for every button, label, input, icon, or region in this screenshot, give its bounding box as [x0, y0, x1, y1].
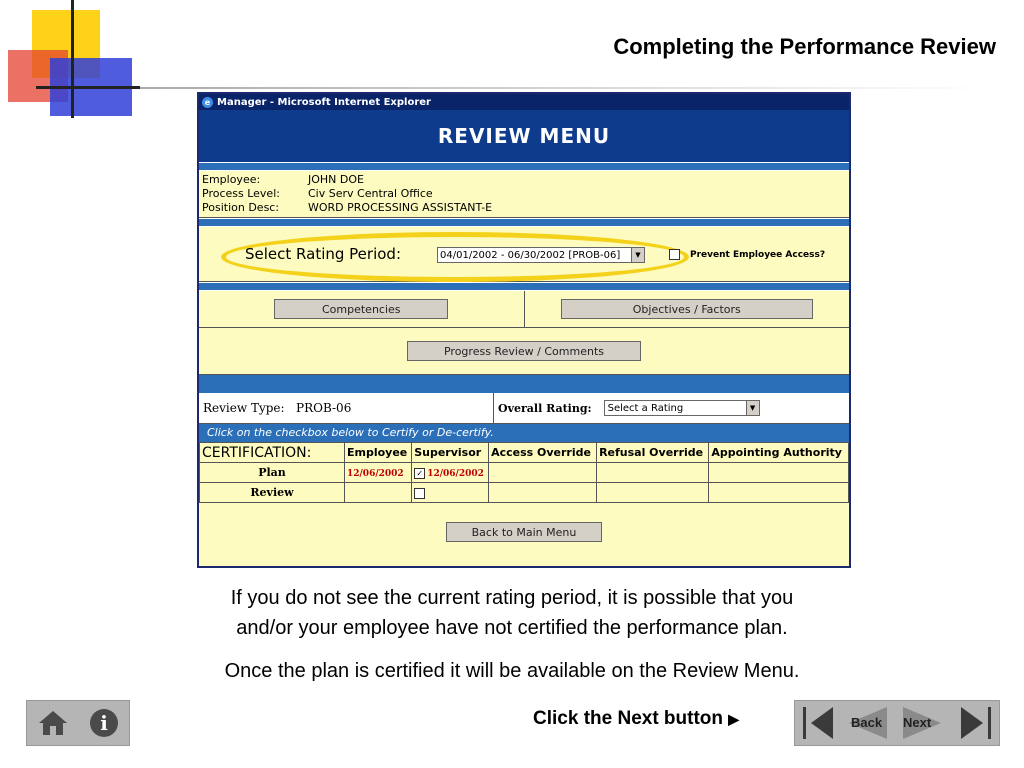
back-main-row: [199, 503, 849, 561]
prevent-access-checkbox[interactable]: [669, 249, 680, 260]
access-override-cell: [489, 483, 597, 503]
review-menu-header: REVIEW MENU: [199, 110, 849, 162]
table-header-row: [200, 443, 849, 463]
column-header: Supervisor: [412, 443, 489, 463]
review-type-row: [199, 393, 849, 424]
prevent-access-label: Prevent Employee Access?: [690, 250, 826, 260]
column-header: Employee: [345, 443, 412, 463]
position-desc-value: WORD PROCESSING ASSISTANT-E: [308, 201, 493, 214]
supervisor-certify-checkbox[interactable]: [414, 488, 425, 499]
column-header: Access Override: [489, 443, 597, 463]
column-header: Refusal Override: [597, 443, 709, 463]
nav-right-panel: [794, 700, 1000, 746]
rating-period-row: [199, 227, 849, 282]
divider-band: [199, 162, 849, 171]
certify-hint: Click on the checkbox below to Certify or De-certify.: [199, 424, 849, 442]
rating-period-label: Select Rating Period:: [245, 245, 401, 263]
review-type-label: Review Type:: [203, 401, 285, 415]
caret-right-icon: ▶: [728, 711, 740, 727]
process-level-label: Process Level:: [202, 187, 280, 200]
nav-left-panel: [26, 700, 130, 746]
certification-header: CERTIFICATION:: [200, 443, 345, 463]
rating-period-value: 04/01/2002 - 06/30/2002 [PROB-06]: [440, 250, 621, 261]
review-type-value: PROB-06: [296, 401, 352, 415]
info-icon[interactable]: i: [90, 709, 118, 737]
caption-line: Once the plan is certified it will be available on the Review Menu.: [224, 660, 800, 682]
table-row: [200, 463, 849, 483]
supervisor-cert-date: 12/06/2002: [427, 469, 484, 479]
slide-title: Completing the Performance Review: [613, 34, 996, 59]
browser-window: [197, 92, 851, 568]
home-icon[interactable]: [38, 709, 68, 737]
last-slide-icon[interactable]: [957, 703, 993, 743]
certification-table: [199, 442, 849, 503]
access-override-cell: [489, 463, 597, 483]
caption-line: If you do not see the current rating period, it is possible that you: [230, 587, 794, 609]
overall-rating-value: Select a Rating: [607, 403, 684, 414]
refusal-override-cell: [597, 483, 709, 503]
caption-line: and/or your employee have not certified the performance plan.: [236, 617, 788, 639]
divider-band: [199, 375, 849, 393]
rating-period-select[interactable]: [437, 247, 645, 263]
dropdown-arrow-icon[interactable]: ▼: [746, 401, 759, 415]
competencies-button[interactable]: Competencies: [274, 299, 448, 319]
employee-cert-date: 12/06/2002: [347, 469, 404, 479]
slide-logo: [0, 0, 140, 120]
next-hint-text: Click the Next button: [533, 708, 724, 729]
column-header: Appointing Authority: [709, 443, 849, 463]
progress-review-button[interactable]: Progress Review / Comments: [407, 341, 641, 361]
overall-rating-select[interactable]: [604, 400, 760, 416]
progress-row: [199, 328, 849, 375]
employee-label: Employee:: [202, 173, 261, 186]
section-buttons-row: [199, 291, 849, 328]
refusal-override-cell: [597, 463, 709, 483]
slide-caption: [0, 583, 1024, 643]
divider-band: [199, 218, 849, 227]
next-hint: [533, 708, 739, 730]
next-label[interactable]: Next: [903, 715, 932, 730]
table-row: [200, 483, 849, 503]
back-label[interactable]: Back: [851, 715, 883, 730]
employee-info: [199, 171, 849, 218]
slide-caption: [0, 656, 1024, 686]
ie-icon: e: [202, 97, 213, 108]
process-level-value: Civ Serv Central Office: [308, 187, 433, 200]
prevent-access: [669, 249, 825, 260]
overall-rating-label: Overall Rating:: [498, 401, 592, 415]
first-slide-icon[interactable]: [801, 703, 837, 743]
back-to-main-menu-button[interactable]: Back to Main Menu: [446, 522, 602, 542]
dropdown-arrow-icon[interactable]: ▼: [631, 248, 644, 262]
employee-value: JOHN DOE: [308, 173, 364, 186]
appointing-authority-cell: [709, 463, 849, 483]
divider-band: [199, 282, 849, 291]
appointing-authority-cell: [709, 483, 849, 503]
row-label: Plan: [200, 463, 345, 483]
supervisor-certify-checkbox[interactable]: ✓: [414, 468, 425, 479]
window-titlebar: [199, 94, 849, 110]
row-label: Review: [200, 483, 345, 503]
objectives-factors-button[interactable]: Objectives / Factors: [561, 299, 813, 319]
title-rule: [140, 87, 990, 89]
position-desc-label: Position Desc:: [202, 201, 280, 214]
window-title: Manager - Microsoft Internet Explorer: [217, 96, 431, 108]
